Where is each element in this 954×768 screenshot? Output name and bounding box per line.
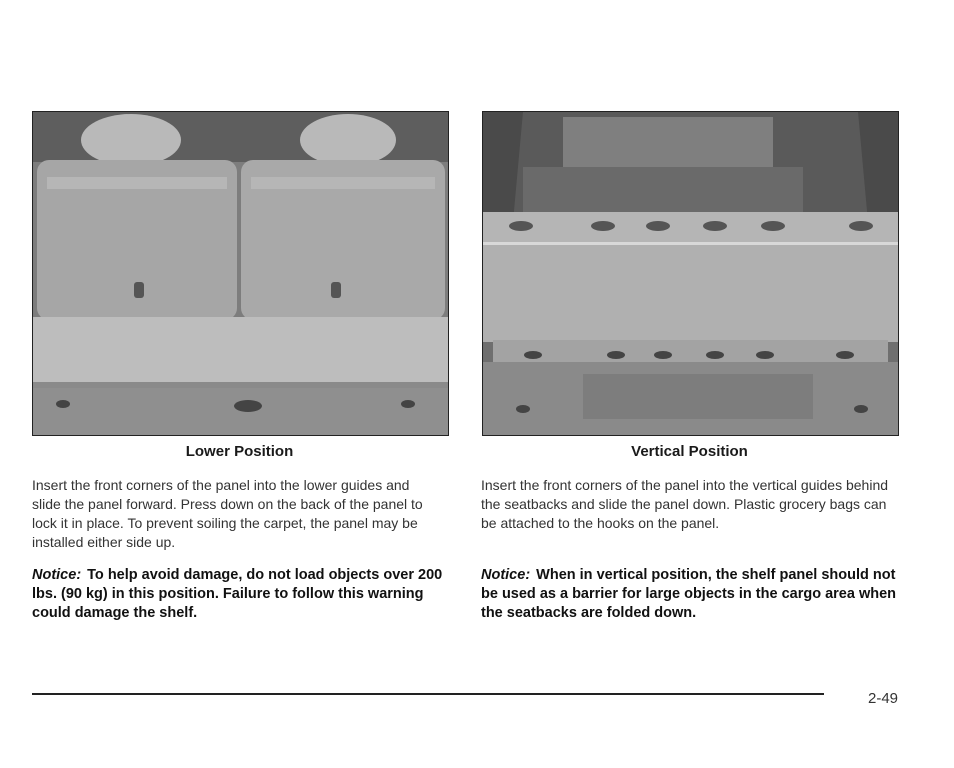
- vertical-position-caption: Vertical Position: [631, 443, 748, 460]
- vertical-position-photo: [482, 111, 899, 436]
- lower-position-caption: Lower Position: [185, 443, 294, 460]
- vertical-position-notice: [481, 566, 901, 623]
- footer-rule: [32, 693, 824, 695]
- page-number: 2-49: [868, 690, 899, 707]
- notice-text: When in vertical position, the shelf panel should not be used as a barrier for large objects in the cargo area when the seatbacks are folded down.: [481, 567, 897, 621]
- notice-label: Notice:: [32, 567, 82, 583]
- lower-position-photo: [32, 111, 449, 436]
- lower-position-instructions: Insert the front corners of the panel into the lower guides and slide the panel forward. Press down on the back of the panel to lock it in place. To prevent soiling the carpet, the panel may be installed either side up.: [32, 477, 423, 550]
- vertical-position-instructions: Insert the front corners of the panel into the vertical guides behind the seatbacks and slide the panel down. Plastic grocery bags can be attached to the hooks on the panel.: [481, 477, 889, 531]
- lower-position-notice: [32, 566, 452, 623]
- notice-text: To help avoid damage, do not load objects over 200 lbs. (90 kg) in this position. Failure to follow this warning could damage the shelf.: [32, 567, 443, 621]
- notice-label: Notice:: [481, 567, 531, 583]
